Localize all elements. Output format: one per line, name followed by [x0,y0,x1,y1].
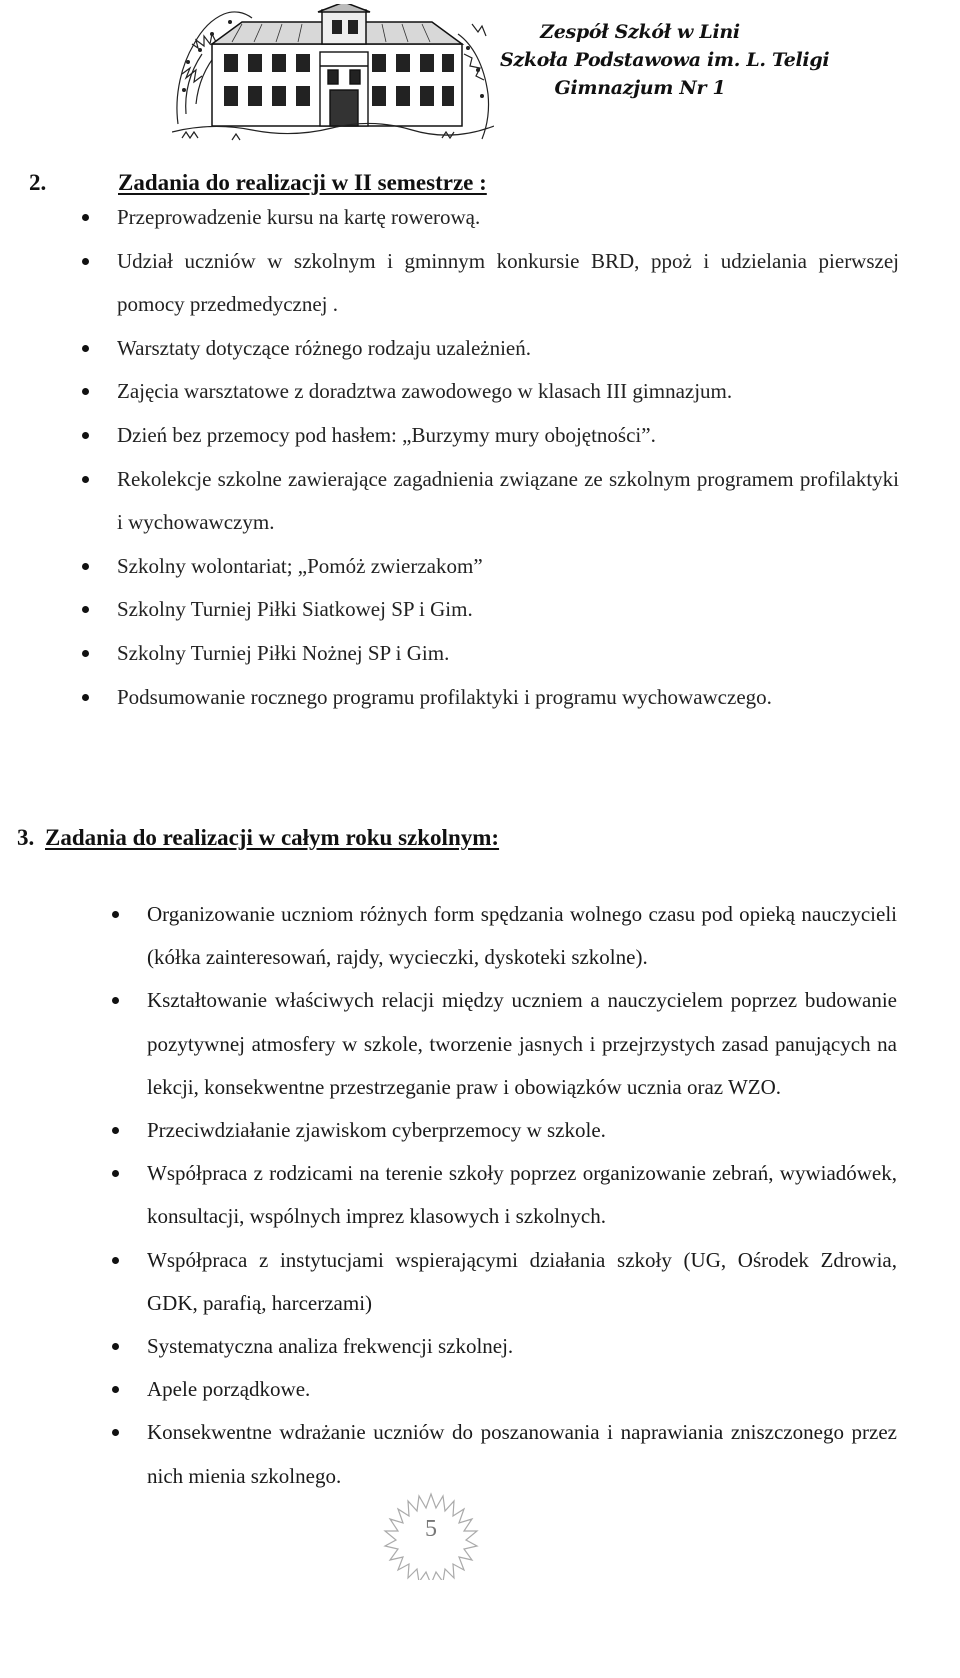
section-2-heading [29,170,487,196]
list-item: Rekolekcje szkolne zawierające zagadnienia związane ze szkolnym programem profilaktyki i wychowawczym. [117,458,899,545]
school-building-logo [172,4,494,144]
primary-school-name: Szkoła Podstawowa im. L. Teligi [500,49,830,71]
gymnasium-name: Gimnazjum Nr 1 [554,77,726,99]
list-item: Konsekwentne wdrażanie uczniów do poszanowania i naprawiania zniszczonego przez nich mienia szkolnego. [147,1411,897,1497]
section-2-list [117,196,899,719]
list-item: Udział uczniów w szkolnym i gminnym konkursie BRD, ppoż i udzielania pierwszej pomocy przedmedycznej . [117,240,899,327]
school-name-block [500,18,830,102]
list-item: Kształtowanie właściwych relacji między uczniem a nauczycielem poprzez budowanie pozytywnej atmosfery w szkole, tworzenie jasnych i przejrzystych zasad panujących na lekcji, konsekwentne przestrzeganie praw i obowiązków ucznia oraz WZO. [147,979,897,1109]
list-item: Współpraca z rodzicami na terenie szkoły poprzez organizowanie zebrań, wywiadówek, konsultacji, wspólnych imprez klasowych i szkolnych. [147,1152,897,1238]
section-2-title: Zadania do realizacji w II semestrze : [118,170,487,195]
section-3-number: 3. [17,825,35,850]
list-item: Szkolny wolontariat; „Pomóż zwierzakom” [117,545,899,589]
page-number-badge [381,1490,481,1580]
list-item: Apele porządkowe. [147,1368,897,1411]
list-item: Podsumowanie rocznego programu profilaktyki i programu wychowawczego. [117,676,899,720]
list-item: Przeprowadzenie kursu na kartę rowerową. [117,196,899,240]
page-number: 5 [425,1516,437,1542]
list-item: Dzień bez przemocy pod hasłem: „Burzymy mury obojętności”. [117,414,899,458]
school-complex-name: Zespół Szkół w Lini [540,21,740,43]
list-item: Warsztaty dotyczące różnego rodzaju uzależnień. [117,327,899,371]
list-item: Systematyczna analiza frekwencji szkolnej. [147,1325,897,1368]
section-3-heading [17,825,499,851]
section-3-list [147,893,897,1498]
list-item: Zajęcia warsztatowe z doradztwa zawodowego w klasach III gimnazjum. [117,370,899,414]
list-item: Szkolny Turniej Piłki Siatkowej SP i Gim. [117,588,899,632]
list-item: Współpraca z instytucjami wspierającymi działania szkoły (UG, Ośrodek Zdrowia, GDK, parafią, harcerzami) [147,1239,897,1325]
section-3-title: Zadania do realizacji w całym roku szkolnym: [45,825,500,850]
page-header [0,0,960,150]
list-item: Organizowanie uczniom różnych form spędzania wolnego czasu pod opieką nauczycieli (kółka zainteresowań, rajdy, wycieczki, dyskoteki szkolne). [147,893,897,979]
list-item: Przeciwdziałanie zjawiskom cyberprzemocy w szkole. [147,1109,897,1152]
list-item: Szkolny Turniej Piłki Nożnej SP i Gim. [117,632,899,676]
section-2-number: 2. [29,170,47,195]
